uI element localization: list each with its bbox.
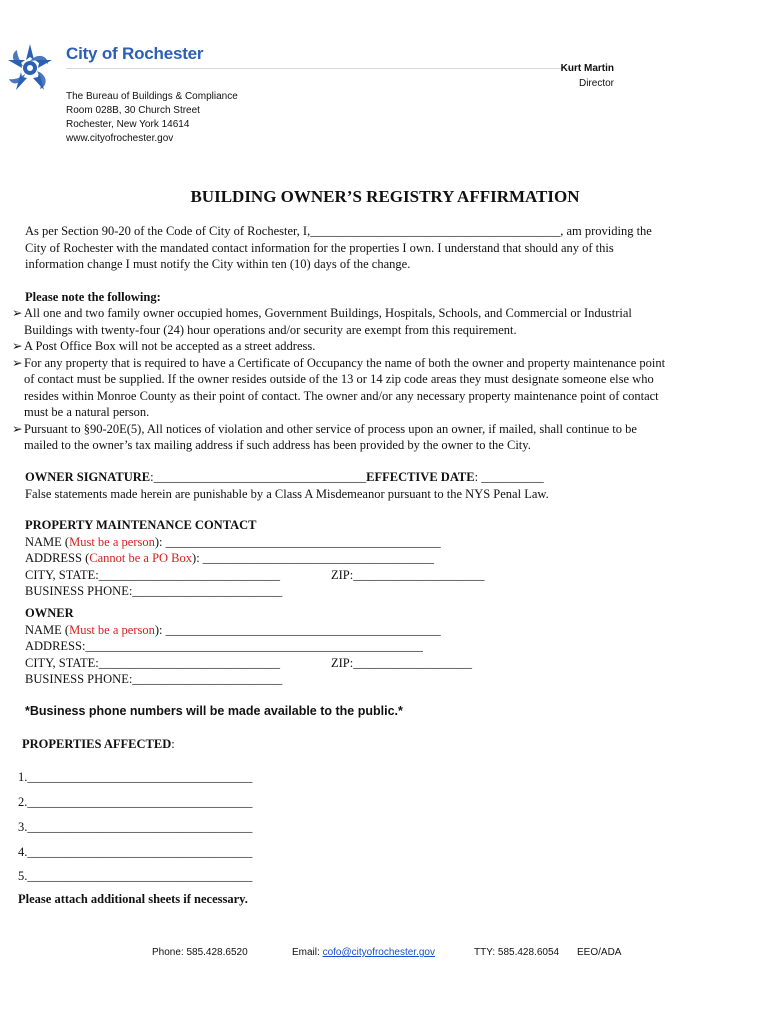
- pm-name-label: NAME (: [25, 534, 70, 549]
- effective-date-label: EFFECTIVE DATE: [366, 470, 475, 484]
- footer-email: [292, 947, 435, 958]
- owner-zip-field[interactable]: ZIP:___________________: [331, 655, 472, 670]
- intro-line: As per Section 90-20 of the Code of City of Rochester, I,________________________________________, am providing the: [25, 224, 652, 238]
- note-bullet: [12, 421, 737, 454]
- footer-eeo-ada: EEO/ADA: [577, 947, 622, 958]
- pm-name-field[interactable]: [25, 534, 441, 551]
- intro-line: City of Rochester with the mandated contact information for the properties I own. I understand that should any of this: [25, 240, 614, 255]
- owner-name-requirement: Must be a person: [69, 622, 155, 637]
- pm-city-state-field[interactable]: CITY, STATE:_____________________________: [25, 567, 281, 582]
- owner-name-line: ): ____________________________________________: [154, 622, 441, 637]
- director-name: Kurt Martin: [560, 63, 614, 74]
- pm-name-requirement: Must be a person: [69, 534, 155, 549]
- pm-address-label: ADDRESS (: [25, 551, 90, 565]
- public-phone-notice: *Business phone numbers will be made available to the public.*: [25, 704, 403, 718]
- pm-name-line: ): ____________________________________________: [154, 534, 441, 549]
- document-title: BUILDING OWNER’S REGISTRY AFFIRMATION: [190, 187, 580, 206]
- pm-address-field[interactable]: [25, 550, 434, 567]
- pm-address-line: ): _____________________________________: [192, 551, 435, 565]
- city-state-zip: Rochester, New York 14614: [66, 119, 190, 130]
- note-heading: Please note the following:: [25, 290, 161, 304]
- website-url: www.cityofrochester.gov: [66, 133, 174, 144]
- owner-name-field[interactable]: [25, 622, 441, 639]
- pm-address-requirement: Cannot be a PO Box: [89, 551, 193, 565]
- properties-heading-colon: :: [171, 737, 175, 751]
- note-bullet: [12, 305, 737, 338]
- arrow-bullet-icon: ➢: [12, 306, 23, 320]
- street-address: Room 028B, 30 Church Street: [66, 105, 200, 116]
- pm-contact-heading: PROPERTY MAINTENANCE CONTACT: [25, 518, 257, 532]
- owner-signature-label: OWNER SIGNATURE: [25, 470, 151, 484]
- footer-phone: Phone: 585.428.6520: [152, 947, 248, 958]
- arrow-bullet-icon: ➢: [12, 421, 23, 436]
- owner-signature-line: :__________________________________: [150, 470, 367, 484]
- bureau-name: The Bureau of Buildings & Compliance: [66, 91, 238, 102]
- bullet-line: For any property that is required to have a Certificate of Occupancy the name of both the owner and property maintenance point: [24, 355, 666, 370]
- pm-zip-field[interactable]: ZIP:_____________________: [331, 567, 485, 582]
- property-line-4[interactable]: 4.____________________________________: [18, 845, 253, 859]
- bullet-line: A Post Office Box will not be accepted as a street address.: [24, 339, 316, 353]
- bullet-line: resides within Monroe County as their point of contact. The owner and/or any necessary property maintenance point of contact: [24, 388, 659, 403]
- footer-email-label: Email:: [292, 947, 323, 958]
- owner-business-phone-field[interactable]: BUSINESS PHONE:________________________: [25, 672, 283, 686]
- penalty-disclaimer: False statements made herein are punishable by a Class A Misdemeanor pursuant to the NYS Penal Law.: [25, 487, 549, 501]
- bullet-line: All one and two family owner occupied homes, Government Buildings, Hospitals, Schools, and Commercial or Industrial: [24, 306, 632, 320]
- header-divider: [66, 68, 580, 69]
- footer-tty: TTY: 585.428.6054: [474, 947, 560, 958]
- effective-date-line: : __________: [474, 470, 544, 484]
- city-name: City of Rochester: [66, 44, 204, 63]
- properties-heading-text: PROPERTIES AFFECTED: [22, 737, 172, 751]
- arrow-bullet-icon: ➢: [12, 355, 23, 370]
- arrow-bullet-icon: ➢: [12, 339, 23, 353]
- note-bullet: [12, 355, 737, 421]
- bullet-line: must be a natural person.: [24, 405, 150, 419]
- note-bullet: [12, 338, 737, 355]
- property-line-3[interactable]: 3.____________________________________: [18, 820, 253, 834]
- owner-address-field[interactable]: ADDRESS:______________________________________________________: [25, 639, 423, 653]
- owner-city-state-field[interactable]: CITY, STATE:_____________________________: [25, 655, 281, 670]
- property-line-2[interactable]: 2.____________________________________: [18, 795, 253, 809]
- bullet-line: Pursuant to §90-20E(5), All notices of violation and other service of process upon an owner, if mailed, shall continue to be: [24, 421, 637, 436]
- property-line-1[interactable]: 1.____________________________________: [18, 770, 253, 784]
- pm-business-phone-field[interactable]: BUSINESS PHONE:________________________: [25, 584, 283, 598]
- city-logo-icon: [4, 42, 56, 98]
- owner-name-label: NAME (: [25, 622, 70, 637]
- bullet-line: of contact must be supplied. If the owner resides outside of the 13 or 14 zip code areas they must designate someone else who: [24, 372, 654, 386]
- properties-heading: [22, 736, 175, 752]
- property-line-5[interactable]: 5.____________________________________: [18, 869, 253, 883]
- attach-sheets-note: Please attach additional sheets if necessary.: [18, 892, 248, 906]
- owner-heading: OWNER: [25, 606, 74, 620]
- director-title: Director: [578, 78, 614, 89]
- bullet-line: Buildings with twenty-four (24) hour operations and/or security are exempt from this requirement.: [24, 322, 517, 337]
- intro-line: information change I must notify the City within ten (10) days of the change.: [25, 257, 411, 271]
- footer-email-link[interactable]: cofo@cityofrochester.gov: [322, 947, 435, 958]
- owner-signature-field[interactable]: [25, 469, 544, 486]
- bullet-line: mailed to the owner’s tax mailing address if such address has been provided by the owner to the City.: [24, 438, 531, 452]
